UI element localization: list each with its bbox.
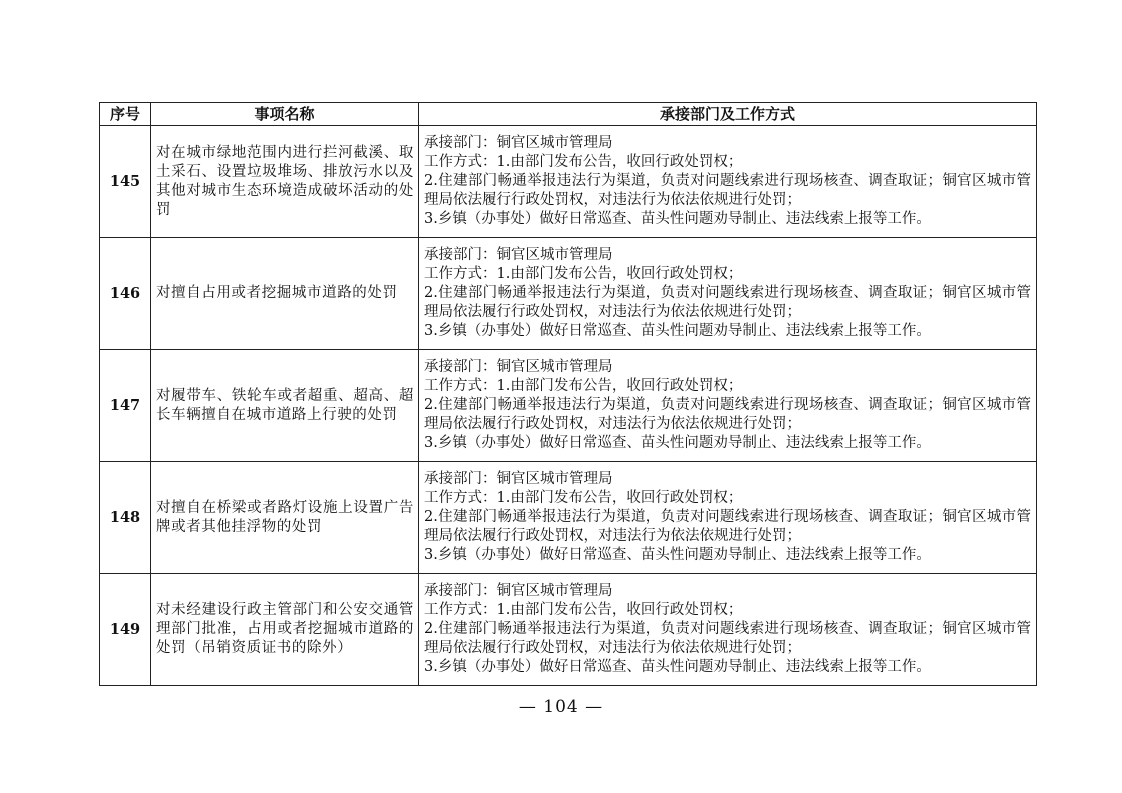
row-department-method [419, 462, 1037, 574]
dept-line-housing: 2.住建部门畅通举报违法行为渠道，负责对问题线索进行现场核查、调查取证；铜官区城市管理局依法履行行政处罚权，对违法行为依法依规进行处罚； [424, 173, 1031, 208]
table-row [100, 350, 1037, 462]
dept-line-department: 承接部门：铜官区城市管理局 [424, 135, 613, 151]
dept-line-method: 工作方式：1.由部门发布公告，收回行政处罚权； [424, 490, 743, 506]
dept-line-housing: 2.住建部门畅通举报违法行为渠道，负责对问题线索进行现场核查、调查取证；铜官区城市管理局依法履行行政处罚权，对违法行为依法依规进行处罚； [424, 621, 1031, 656]
row-item-name: 对擅自占用或者挖掘城市道路的处罚 [151, 238, 419, 350]
table-header-row [100, 103, 1037, 126]
dept-line-department: 承接部门：铜官区城市管理局 [424, 359, 613, 375]
dept-line-township: 3.乡镇（办事处）做好日常巡查、苗头性问题劝导制止、违法线索上报等工作。 [424, 323, 931, 339]
dept-line-township: 3.乡镇（办事处）做好日常巡查、苗头性问题劝导制止、违法线索上报等工作。 [424, 659, 931, 675]
dept-line-township: 3.乡镇（办事处）做好日常巡查、苗头性问题劝导制止、违法线索上报等工作。 [424, 211, 931, 227]
row-item-name: 对履带车、铁轮车或者超重、超高、超长车辆擅自在城市道路上行驶的处罚 [151, 350, 419, 462]
row-department-method [419, 350, 1037, 462]
row-serial-number: 145 [100, 126, 151, 238]
dept-line-department: 承接部门：铜官区城市管理局 [424, 583, 613, 599]
table-row [100, 126, 1037, 238]
row-serial-number: 146 [100, 238, 151, 350]
dept-line-department: 承接部门：铜官区城市管理局 [424, 247, 613, 263]
dept-line-method: 工作方式：1.由部门发布公告，收回行政处罚权； [424, 266, 743, 282]
row-department-method [419, 126, 1037, 238]
page-number: — 104 — [518, 697, 604, 717]
row-item-name: 对擅自在桥梁或者路灯设施上设置广告牌或者其他挂浮物的处罚 [151, 462, 419, 574]
dept-line-township: 3.乡镇（办事处）做好日常巡查、苗头性问题劝导制止、违法线索上报等工作。 [424, 547, 931, 563]
table-row [100, 462, 1037, 574]
dept-line-housing: 2.住建部门畅通举报违法行为渠道，负责对问题线索进行现场核查、调查取证；铜官区城市管理局依法履行行政处罚权，对违法行为依法依规进行处罚； [424, 397, 1031, 432]
row-department-method [419, 574, 1037, 686]
table-row [100, 574, 1037, 686]
dept-line-method: 工作方式：1.由部门发布公告，收回行政处罚权； [424, 154, 743, 170]
table-row [100, 238, 1037, 350]
header-department-and-method: 承接部门及工作方式 [419, 103, 1037, 126]
dept-line-housing: 2.住建部门畅通举报违法行为渠道，负责对问题线索进行现场核查、调查取证；铜官区城市管理局依法履行行政处罚权，对违法行为依法依规进行处罚； [424, 509, 1031, 544]
header-item-name: 事项名称 [151, 103, 419, 126]
row-item-name: 对未经建设行政主管部门和公安交通管理部门批准，占用或者挖掘城市道路的处罚（吊销资质证书的除外） [151, 574, 419, 686]
dept-line-method: 工作方式：1.由部门发布公告，收回行政处罚权； [424, 378, 743, 394]
header-serial-number: 序号 [100, 103, 151, 126]
matters-table-container [99, 102, 1036, 686]
row-serial-number: 149 [100, 574, 151, 686]
row-serial-number: 147 [100, 350, 151, 462]
dept-line-housing: 2.住建部门畅通举报违法行为渠道，负责对问题线索进行现场核查、调查取证；铜官区城市管理局依法履行行政处罚权，对违法行为依法依规进行处罚； [424, 285, 1031, 320]
row-department-method [419, 238, 1037, 350]
dept-line-township: 3.乡镇（办事处）做好日常巡查、苗头性问题劝导制止、违法线索上报等工作。 [424, 435, 931, 451]
dept-line-department: 承接部门：铜官区城市管理局 [424, 471, 613, 487]
row-serial-number: 148 [100, 462, 151, 574]
row-item-name: 对在城市绿地范围内进行拦河截溪、取土采石、设置垃圾堆场、排放污水以及其他对城市生态环境造成破坏活动的处罚 [151, 126, 419, 238]
dept-line-method: 工作方式：1.由部门发布公告，收回行政处罚权； [424, 602, 743, 618]
matters-table [99, 102, 1037, 686]
